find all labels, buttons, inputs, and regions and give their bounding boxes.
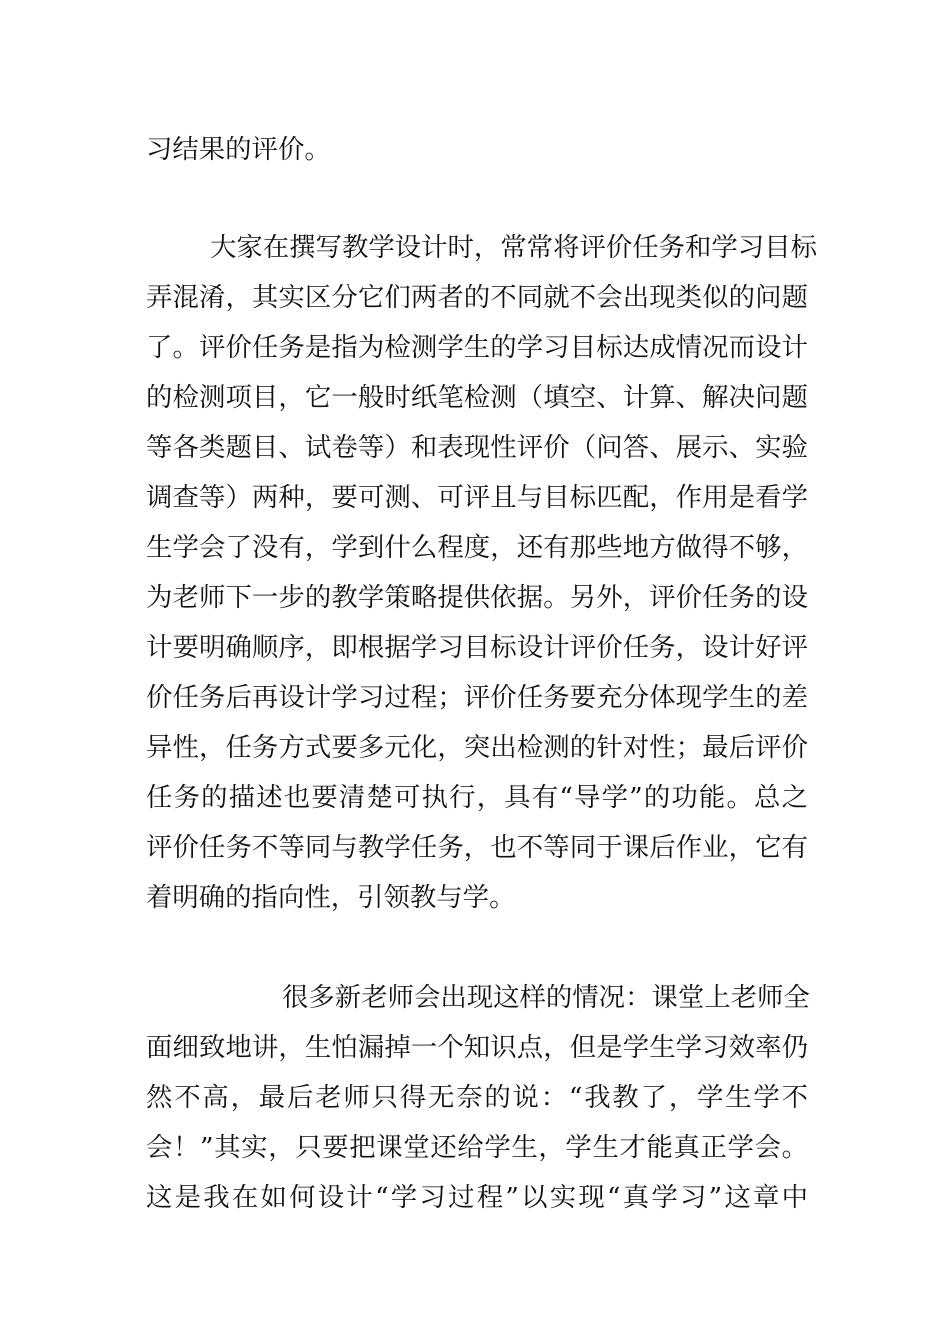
paragraph-2-line-9: 计要明确顺序，即根据学习目标设计评价任务，设计好评: [146, 632, 808, 663]
paragraph-3-line-4: 会！”其实，只要把课堂还给学生，学生才能真正学会。: [146, 1132, 808, 1163]
paragraph-2-line-5: 等各类题目、试卷等）和表现性评价（问答、展示、实验: [146, 432, 808, 463]
paragraph-2-line-6: 调查等）两种，要可测、可评且与目标匹配，作用是看学: [146, 482, 808, 513]
paragraph-2-line-14: 着明确的指向性，引领教与学。: [146, 882, 516, 913]
paragraph-3-line-2: 面细致地讲，生怕漏掉一个知识点，但是学生学习效率仍: [146, 1032, 808, 1063]
paragraph-2-line-13: 评价任务不等同与教学任务，也不等同于课后作业，它有: [146, 832, 808, 863]
paragraph-2-line-4: 的检测项目，它一般时纸笔检测（填空、计算、解决问题: [146, 382, 808, 413]
paragraph-2-line-7: 生学会了没有，学到什么程度，还有那些地方做得不够，: [146, 532, 808, 563]
paragraph-2-line-12: 任务的描述也要清楚可执行，具有“导学”的功能。总之: [146, 782, 808, 813]
paragraph-2-line-3: 了。评价任务是指为检测学生的学习目标达成情况而设计: [146, 332, 808, 363]
paragraph-3-line-5: 这是我在如何设计“学习过程”以实现“真学习”这章中: [146, 1182, 808, 1213]
paragraph-2-line-11: 异性，任务方式要多元化，突出检测的针对性；最后评价: [146, 732, 808, 763]
paragraph-3-line-1: 很多新老师会出现这样的情况：课堂上老师全: [282, 982, 810, 1013]
paragraph-2-line-1: 大家在撰写教学设计时，常常将评价任务和学习目标: [210, 232, 817, 263]
paragraph-2-line-2: 弄混淆，其实区分它们两者的不同就不会出现类似的问题: [146, 282, 808, 313]
paragraph-1-line-1: 习结果的评价。: [146, 134, 331, 165]
paragraph-3-line-3: 然不高，最后老师只得无奈的说：“我教了，学生学不: [146, 1082, 808, 1113]
paragraph-2-line-8: 为老师下一步的教学策略提供依据。另外，评价任务的设: [146, 582, 808, 613]
paragraph-2-line-10: 价任务后再设计学习过程；评价任务要充分体现学生的差: [146, 682, 808, 713]
